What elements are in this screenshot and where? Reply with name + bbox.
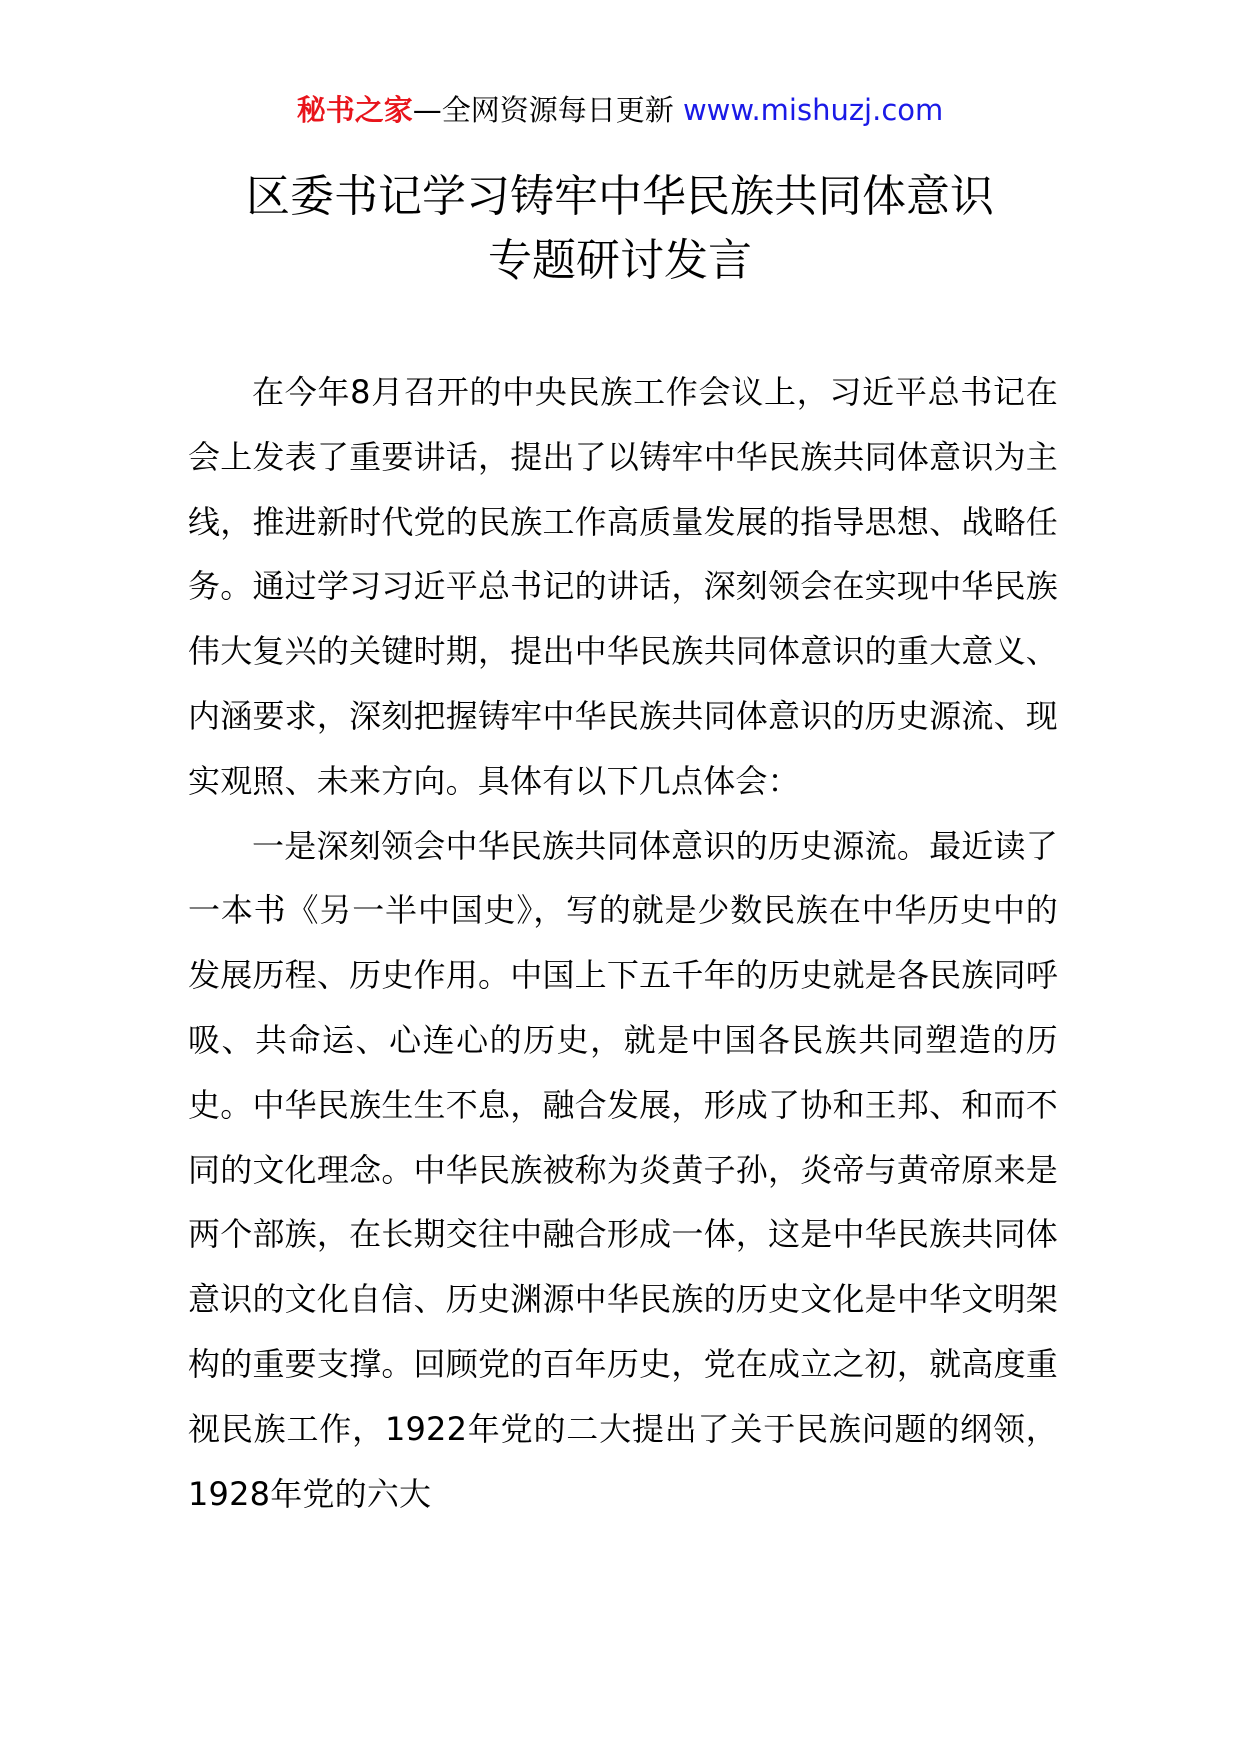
title-line-1: 区委书记学习铸牢中华民族共同体意识 (246, 171, 994, 222)
document-title (0, 165, 1240, 293)
document-body (188, 360, 1058, 1526)
site-header (0, 90, 1240, 130)
header-tagline: —全网资源每日更新 (412, 93, 683, 127)
title-line-2: 专题研讨发言 (488, 235, 752, 286)
site-url-link[interactable]: www.mishuzj.com (682, 93, 944, 127)
brand-name: 秘书之家 (296, 93, 413, 127)
paragraph-intro: 在今年8月召开的中央民族工作会议上，习近平总书记在会上发表了重要讲话，提出了以铸牢中华民族共同体意识为主线，推进新时代党的民族工作高质量发展的指导思想、战略任务。通过学习习近平总书记的讲话，深刻领会在实现中华民族伟大复兴的关键时期，提出中华民族共同体意识的重大意义、内涵要求，深刻把握铸牢中华民族共同体意识的历史源流、现实观照、未来方向。具体有以下几点体会： (188, 373, 1058, 800)
paragraph-point-one: 一是深刻领会中华民族共同体意识的历史源流。最近读了一本书《另一半中国史》，写的就是少数民族在中华历史中的发展历程、历史作用。中国上下五千年的历史就是各民族同呼吸、共命运、心连心的历史，就是中国各民族共同塑造的历史。中华民族生生不息，融合发展，形成了协和王邦、和而不同的文化理念。中华民族被称为炎黄子孙，炎帝与黄帝原来是两个部族，在长期交往中融合形成一体，这是中华民族共同体意识的文化自信、历史渊源中华民族的历史文化是中华文明架构的重要支撑。回顾党的百年历史，党在成立之初，就高度重视民族工作，1922年党的二大提出了关于民族问题的纲领，1928年党的六大 (188, 826, 1058, 1513)
